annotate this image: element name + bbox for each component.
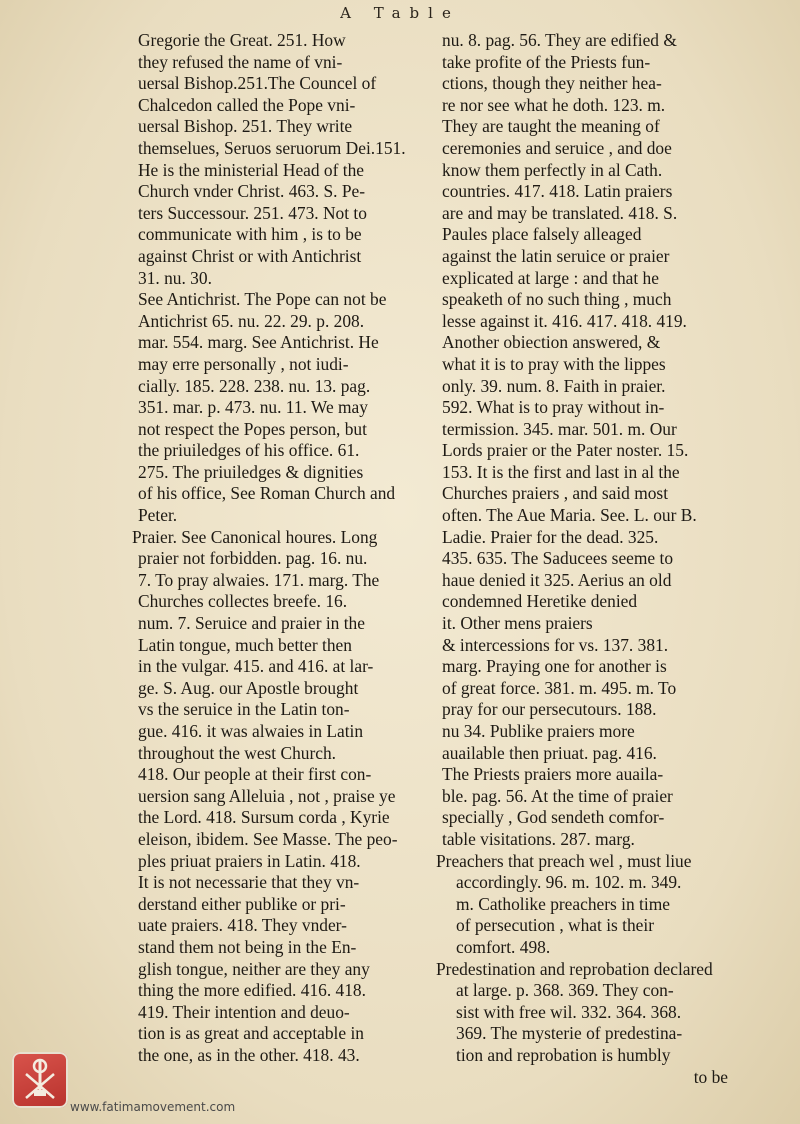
right-column-line: table visitations. 287. marg. (442, 828, 635, 849)
right-column-line: lesse against it. 416. 417. 418. 419. (442, 310, 687, 331)
left-column-line: He is the ministerial Head of the (138, 159, 365, 180)
right-column-line: what it is to pray with the lippes (442, 353, 666, 374)
left-column-line: 418. Our people at their first con- (138, 764, 372, 785)
right-column-line: Predestination and reprobation declared (436, 958, 713, 979)
left-column-line: 275. The priuiledges & dignities (138, 461, 364, 482)
right-column-line: accordingly. 96. m. 102. m. 349. (456, 872, 682, 893)
left-column-line: Church vnder Christ. 463. S. Pe- (138, 181, 366, 202)
right-column-line: condemned Heretike denied (442, 591, 638, 612)
left-column-line: mar. 554. marg. See Antichrist. He (138, 332, 379, 353)
left-column-line: gue. 416. it was alwaies in Latin (138, 721, 364, 741)
right-column-line: Churches praiers , and said most (442, 483, 669, 504)
right-column-line: tion and reprobation is humbly (456, 1044, 671, 1065)
right-column-line: of great force. 381. m. 495. m. To (442, 677, 677, 698)
left-column-line: num. 7. Seruice and praier in the (138, 613, 365, 634)
left-column-line: praier not forbidden. pag. 16. nu. (138, 548, 368, 569)
publisher-seal-logo (12, 1052, 68, 1108)
left-column-line: in the vulgar. 415. and 416. at lar- (138, 656, 374, 677)
left-column-line: the Lord. 418. Sursum corda , Kyrie (138, 807, 390, 828)
left-column-line: the one, as in the other. 418. 43. (138, 1044, 360, 1065)
right-column-line: auailable then priuat. pag. 416. (442, 742, 657, 763)
right-column-line: marg. Praying one for another is (442, 656, 667, 677)
left-column-line: Latin tongue, much better then (138, 634, 352, 655)
right-column-line: The Priests praiers more auaila- (442, 764, 664, 785)
right-column-line: 435. 635. The Saducees seeme to (442, 548, 674, 569)
left-column-line: the priuiledges of his office. 61. (138, 440, 360, 461)
right-column-line: take profite of the Priests fun- (442, 51, 651, 72)
right-column-line: speaketh of no such thing , much (442, 289, 672, 310)
right-column-line: re nor see what he doth. 123. m. (442, 94, 666, 115)
right-column-line: Preachers that preach wel , must liue (436, 850, 692, 871)
right-column-line: pray for our persecutours. 188. (442, 699, 657, 720)
left-column-line: Antichrist 65. nu. 22. 29. p. 208. (138, 310, 365, 331)
right-column-line: to be (693, 1066, 728, 1087)
left-column-line: uersion sang Alleluia , not , praise ye (138, 785, 396, 806)
running-header: A Table (340, 4, 460, 22)
left-column-line: See Antichrist. The Pope can not be (138, 289, 387, 310)
left-column-line: themselues, Seruos seruorum Dei.151. (138, 137, 406, 158)
right-column (436, 30, 730, 1088)
right-column-line: against the latin seruice or praier (442, 245, 670, 266)
left-column-line: derstand either publike or pri- (138, 893, 346, 914)
left-column-line: ge. S. Aug. our Apostle brought (138, 677, 359, 698)
right-column-line: They are taught the meaning of (442, 116, 660, 137)
left-column-line: of his office, See Roman Church and (138, 483, 396, 504)
right-column-line: of persecution , what is their (456, 915, 655, 936)
left-column-line: eleison, ibidem. See Masse. The peo- (138, 828, 398, 849)
left-column-line: not respect the Popes person, but (138, 418, 367, 439)
right-column-line: ctions, though they neither hea- (442, 73, 662, 94)
right-column-line: m. Catholike preachers in time (456, 893, 670, 914)
right-column-line: termission. 345. mar. 501. m. Our (442, 418, 677, 439)
left-column-line: ples priuat praiers in Latin. 418. (138, 850, 361, 871)
left-column-line: ters Successour. 251. 473. Not to (138, 202, 367, 223)
right-column-line: haue denied it 325. Aerius an old (442, 569, 672, 590)
left-column-line: communicate with him , is to be (138, 224, 362, 245)
left-column-line: glish tongue, neither are they any (138, 958, 370, 979)
left-column-line: stand them not being in the En- (138, 936, 357, 957)
left-column-line: against Christ or with Antichrist (138, 245, 362, 266)
left-column-line: may erre personally , not iudi- (138, 353, 349, 374)
right-column-line: explicated at large : and that he (442, 267, 659, 288)
left-column-line: uate praiers. 418. They vnder- (138, 915, 347, 936)
left-column-line: Praier. See Canonical houres. Long (132, 526, 378, 547)
left-column-line: cially. 185. 228. 238. nu. 13. pag. (138, 375, 371, 396)
right-column-line: Lords praier or the Pater noster. 15. (442, 440, 689, 461)
right-column-line: 369. The mysterie of predestina- (456, 1023, 683, 1044)
left-column (132, 30, 428, 1067)
left-column-line: 351. mar. p. 473. nu. 11. We may (138, 397, 368, 418)
right-column-line: Ladie. Praier for the dead. 325. (442, 526, 659, 547)
right-column-line: often. The Aue Maria. See. L. our B. (442, 505, 697, 526)
right-column-line: comfort. 498. (456, 936, 551, 957)
left-column-line: Gregorie the Great. 251. How (138, 30, 346, 50)
right-column-line: Another obiection answered, & (442, 332, 661, 353)
left-column-line: thing the more edified. 416. 418. (138, 980, 366, 1001)
right-column-line: 153. It is the first and last in al the (442, 461, 680, 482)
keys-emblem-icon (12, 1052, 68, 1108)
left-column-line: vs the seruice in the Latin ton- (138, 699, 350, 720)
left-column-line: Churches collectes breefe. 16. (138, 591, 348, 612)
left-column-line: Chalcedon called the Pope vni- (138, 94, 356, 115)
right-column-line: sist with free wil. 332. 364. 368. (456, 1001, 682, 1022)
left-column-line: It is not necessarie that they vn- (138, 872, 360, 893)
right-column-line: only. 39. num. 8. Faith in praier. (442, 375, 666, 396)
right-column-line: specially , God sendeth comfor- (442, 807, 665, 828)
right-column-line: & intercessions for vs. 137. 381. (442, 634, 669, 655)
left-column-line: they refused the name of vni- (138, 51, 343, 72)
right-column-line: are and may be translated. 418. S. (442, 202, 678, 223)
right-column-line: nu. 8. pag. 56. They are edified & (442, 30, 677, 50)
right-column-line: Paules place falsely alleaged (442, 224, 642, 245)
left-column-line: Peter. (138, 505, 178, 526)
left-column-line: tion is as great and acceptable in (138, 1023, 364, 1044)
watermark-url: www.fatimamovement.com (70, 1100, 236, 1114)
right-column-line: at large. p. 368. 369. They con- (456, 980, 674, 1001)
left-column-line: uersal Bishop. 251. They write (138, 116, 353, 137)
left-column-line: throughout the west Church. (138, 742, 337, 763)
left-column-line: 7. To pray alwaies. 171. marg. The (138, 569, 380, 590)
right-column-line: countries. 417. 418. Latin praiers (442, 181, 673, 202)
left-column-line: 31. nu. 30. (138, 267, 212, 288)
left-column-line: uersal Bishop.251.The Councel of (138, 73, 377, 94)
right-column-line: ble. pag. 56. At the time of praier (442, 785, 673, 806)
right-column-line: it. Other mens praiers (442, 613, 593, 634)
right-column-line: 592. What is to pray without in- (442, 397, 665, 418)
left-column-line: 419. Their intention and deuo- (138, 1001, 350, 1022)
right-column-line: ceremonies and seruice , and doe (442, 137, 672, 158)
right-column-line: know them perfectly in al Cath. (442, 159, 663, 180)
right-column-line: nu 34. Publike praiers more (442, 721, 635, 741)
